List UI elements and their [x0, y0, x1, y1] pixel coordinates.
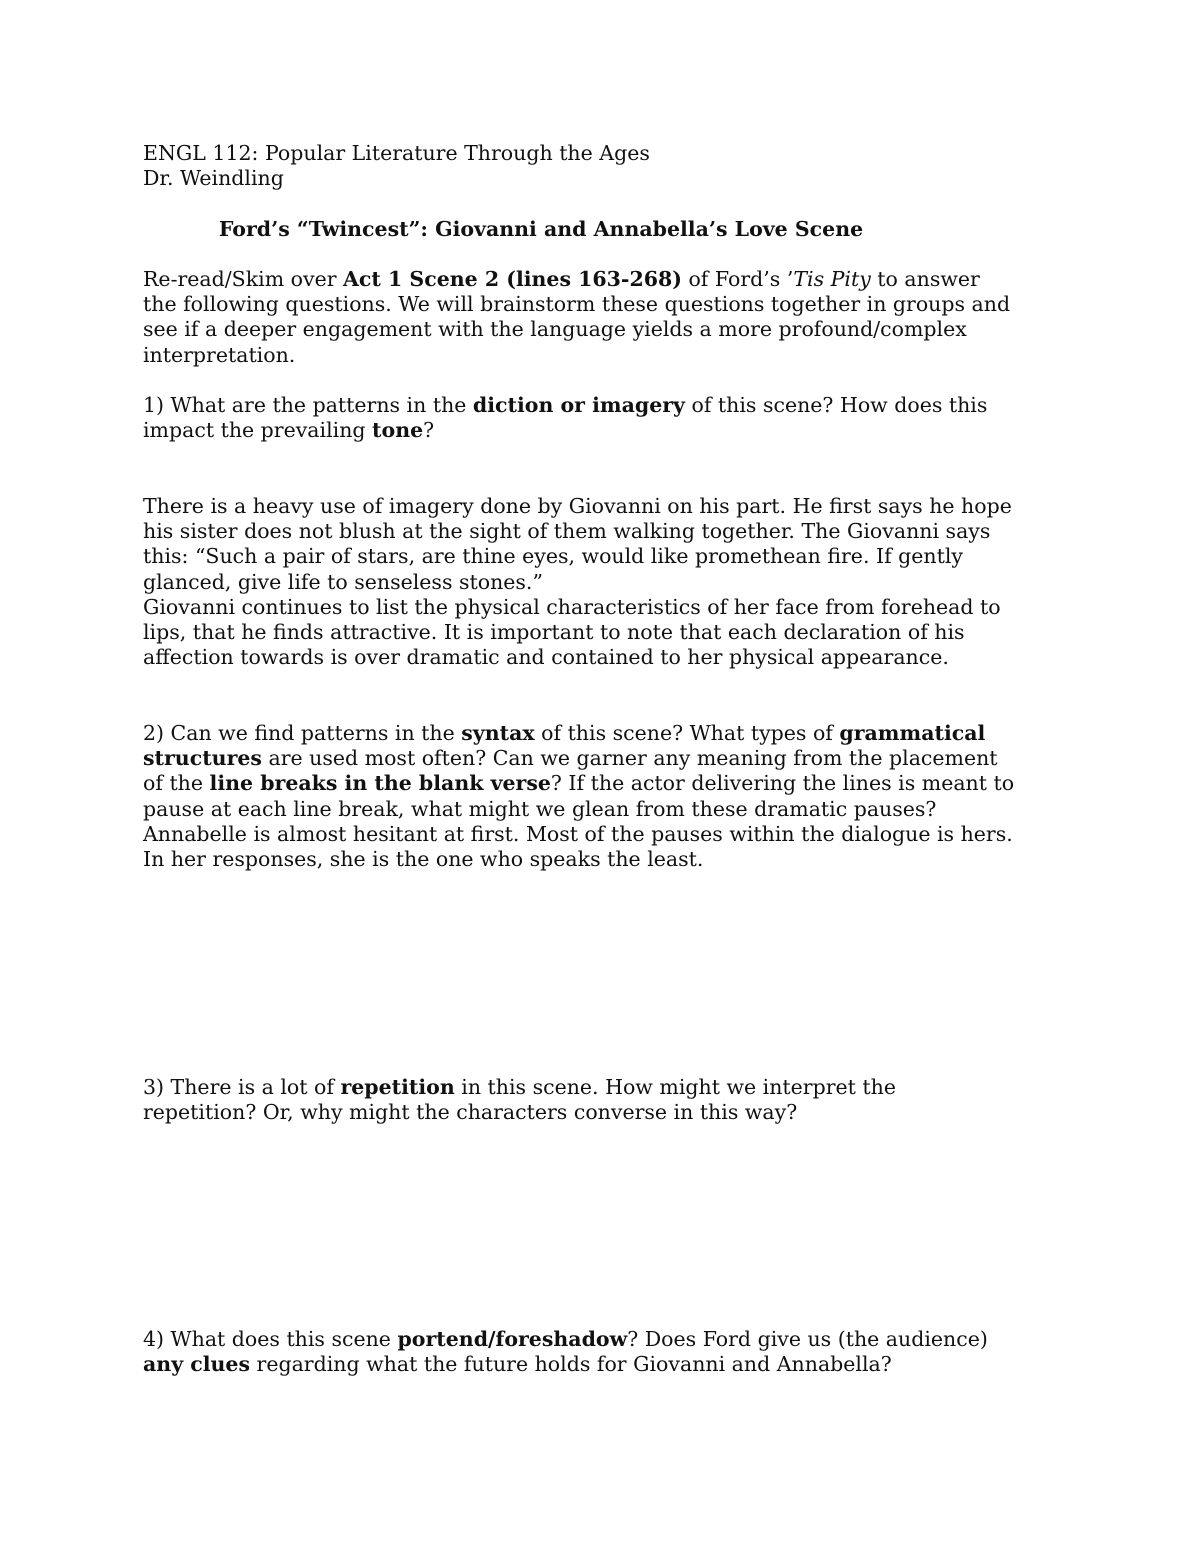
- question-1-line-2: [143, 418, 1073, 443]
- question-4: [143, 1327, 1073, 1378]
- question-text: regarding what the future holds for Giovanni and Annabella?: [250, 1352, 892, 1377]
- answer-1-line-3: this: “Such a pair of stars, are thine eyes, would like promethean fire. If gently: [143, 544, 964, 569]
- question-text: of the: [143, 771, 210, 796]
- intro-line-1: [143, 267, 1073, 292]
- question-2: [143, 721, 1073, 822]
- answer-2: [143, 822, 1073, 873]
- question-1: [143, 393, 1073, 444]
- question-text: are used most often? Can we garner any meaning from the placement: [261, 746, 998, 771]
- keyword: portend/foreshadow: [397, 1327, 628, 1352]
- keyword: any clues: [143, 1352, 250, 1377]
- question-text: 2) Can we find patterns in the: [143, 720, 462, 745]
- question-2-line-3: [143, 771, 1073, 796]
- question-3: [143, 1075, 1073, 1126]
- question-3-line-2: repetition? Or, why might the characters converse in this way?: [143, 1099, 798, 1124]
- keyword: line breaks in the blank verse: [209, 771, 551, 796]
- question-text: impact the prevailing: [143, 418, 373, 443]
- question-3-line-1: [143, 1075, 1073, 1100]
- answer-2-line-2: In her responses, she is the one who speaks the least.: [143, 847, 704, 872]
- instructor-name: Dr. Weindling: [143, 166, 284, 191]
- question-text: 4) What does this scene: [143, 1327, 398, 1352]
- question-text: of this scene? How does this: [684, 393, 988, 418]
- document-body: [143, 141, 1073, 1378]
- intro-line-4: interpretation.: [143, 342, 296, 367]
- question-1-line-1: [143, 393, 1073, 418]
- keyword: grammatical: [839, 720, 986, 745]
- intro-line-2: the following questions. We will brainstorm these questions together in groups and: [143, 292, 1011, 317]
- question-4-line-2: [143, 1352, 1073, 1377]
- question-2-line-4: pause at each line break, what might we glean from these dramatic pauses?: [143, 796, 937, 821]
- intro-text: of Ford’s ’: [681, 266, 794, 291]
- answer-1-line-2: his sister does not blush at the sight of them walking together. The Giovanni says: [143, 518, 991, 543]
- answer-1-line-1: There is a heavy use of imagery done by Giovanni on his part. He first says he hope: [143, 493, 1012, 518]
- question-2-line-1: [143, 721, 1073, 746]
- question-text: ?: [423, 418, 435, 443]
- keyword: structures: [143, 746, 262, 771]
- scene-reference: Act 1 Scene 2 (lines 163-268): [343, 266, 682, 291]
- answer-2-line-1: Annabelle is almost hesitant at first. Most of the pauses within the dialogue is hers.: [143, 821, 1013, 846]
- answer-1-line-6: lips, that he finds attractive. It is important to note that each declaration of his: [143, 620, 965, 645]
- course-title: ENGL 112: Popular Literature Through the Ages: [143, 141, 650, 165]
- answer-1: [143, 494, 1073, 671]
- question-text: ? If the actor delivering the lines is meant to: [550, 771, 1015, 796]
- question-text: of this scene? What types of: [534, 720, 840, 745]
- keyword: syntax: [461, 720, 535, 745]
- question-text: 3) There is a lot of: [143, 1074, 341, 1099]
- question-4-line-1: [143, 1327, 1073, 1352]
- play-title: Tis Pity: [793, 266, 871, 291]
- keyword: repetition: [340, 1074, 455, 1099]
- question-text: ? Does Ford give us (the audience): [627, 1327, 988, 1352]
- keyword: diction or imagery: [472, 393, 685, 418]
- intro-paragraph: [143, 267, 1073, 368]
- answer-1-line-4: glanced, give life to senseless stones.”: [143, 569, 543, 594]
- keyword: tone: [372, 418, 424, 443]
- intro-line-3: see if a deeper engagement with the language yields a more profound/complex: [143, 317, 967, 342]
- answer-1-line-5: Giovanni continues to list the physical characteristics of her face from forehead to: [143, 594, 1001, 619]
- intro-text: to answer: [870, 266, 980, 291]
- question-text: 1) What are the patterns in the: [143, 393, 473, 418]
- question-text: in this scene. How might we interpret the: [454, 1074, 896, 1099]
- question-2-line-2: [143, 746, 1073, 771]
- document-title: Ford’s “Twincest”: Giovanni and Annabella’s Love Scene: [218, 216, 864, 241]
- answer-1-line-7: affection towards is over dramatic and contained to her physical appearance.: [143, 645, 949, 670]
- intro-text: Re-read/Skim over: [143, 266, 344, 291]
